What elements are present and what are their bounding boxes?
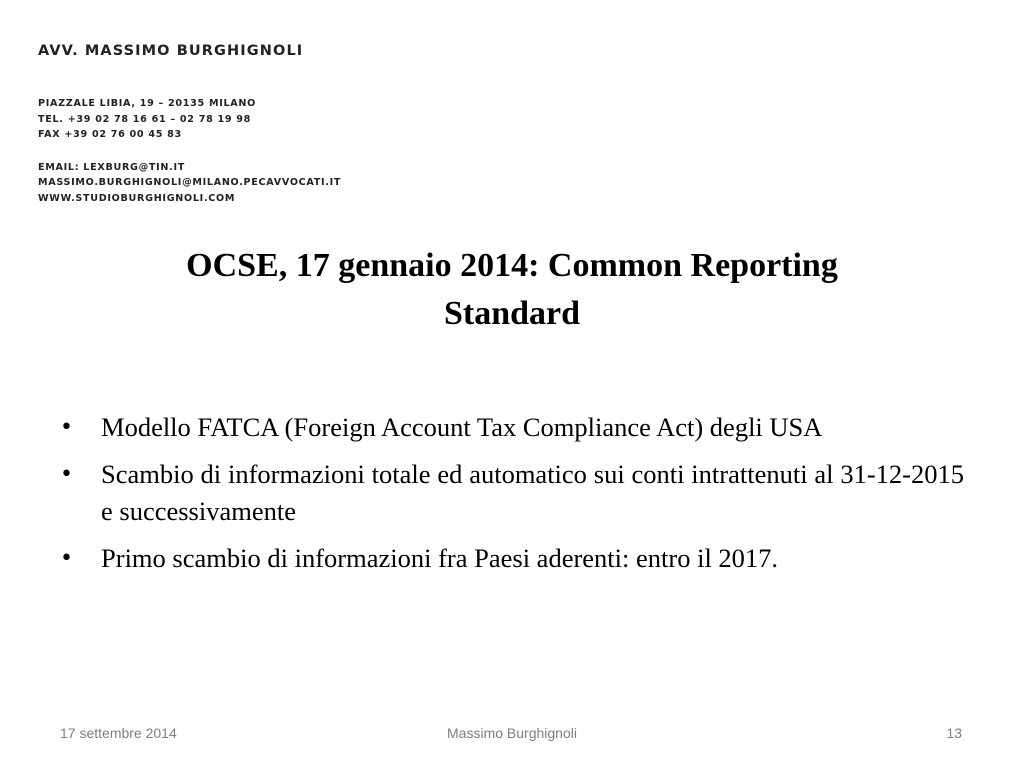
bullet-item [60,540,964,577]
fax-line: FAX +39 02 76 00 45 83 [38,129,182,140]
bullet-item [60,409,964,446]
bullet-icon: • [60,546,73,571]
footer-date: 17 settembre 2014 [60,725,177,741]
bullet-text: Primo scambio di informazioni fra Paesi aderenti: entro il 2017. [101,543,779,573]
bullet-text: Scambio di informazioni totale ed automatico sui conti intrattenuti al 31-12-2015 e successivamente [101,459,964,526]
website-line: WWW.STUDIOBURGHIGNOLI.COM [38,192,236,204]
slide-title-line-1: OCSE, 17 gennaio 2014: Common Reporting [186,247,838,284]
bullet-list [60,409,964,587]
bullet-item [60,456,964,530]
letterhead-name: AVV. MASSIMO BURGHIGNOLI [38,43,304,59]
footer-author: Massimo Burghignoli [447,725,577,741]
slide-title-line-2: Standard [443,295,581,332]
bullet-icon: • [60,415,73,440]
bullet-text: Modello FATCA (Foreign Account Tax Compliance Act) degli USA [101,412,823,442]
email-line: EMAIL: LEXBURG@TIN.IT [38,161,186,173]
letterhead-contacts [38,160,398,207]
phone-line: TEL. +39 02 78 16 61 – 02 78 19 98 [38,113,252,125]
footer-page-number: 13 [946,725,962,741]
address-line: PIAZZALE LIBIA, 19 – 20135 MILANO [38,98,257,109]
letterhead-address [38,96,398,143]
slide-title [80,242,944,338]
bullet-icon: • [60,462,73,487]
letterhead [38,36,398,206]
pec-email-line: MASSIMO.BURGHIGNOLI@MILANO.PECAVVOCATI.IT [38,177,342,188]
